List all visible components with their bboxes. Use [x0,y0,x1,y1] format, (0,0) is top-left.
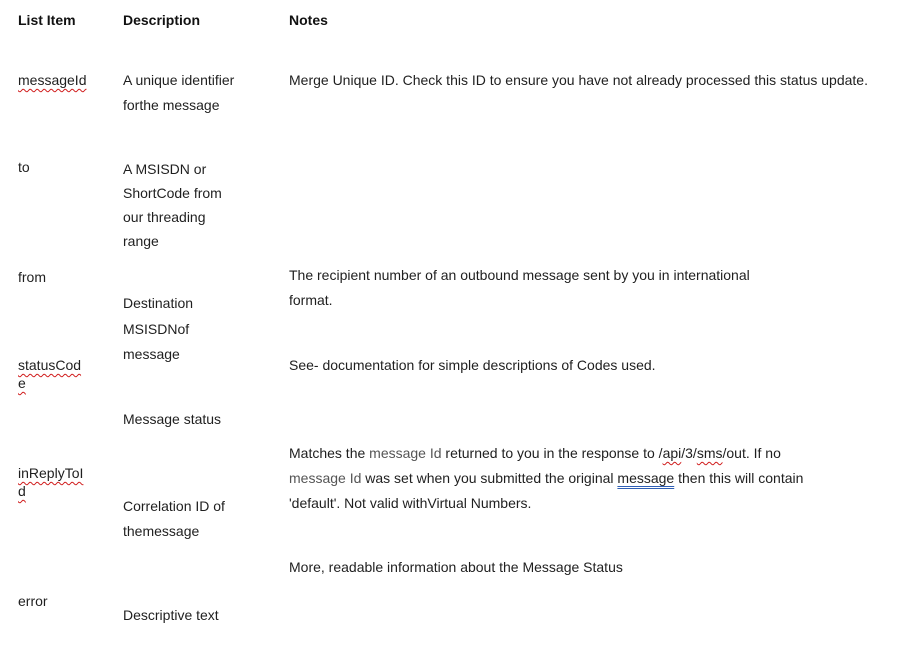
item-name-from: from [18,269,46,285]
description-to-line-3: our threading [123,209,206,225]
description-from-line-2: MSISDNof [123,321,190,337]
notes-status-info: More, readable information about the Message Status [289,559,623,575]
header-list-item: List Item [18,12,76,28]
header-description: Description [123,12,201,28]
notes-from-line-2: format. [289,292,333,308]
description-messageid-line-2: forthe message [123,97,220,113]
item-name-inreplytoid-line-2: d [18,483,26,499]
description-to-line-1: A MSISDN or [123,161,207,177]
notes-messageid: Merge Unique ID. Check this ID to ensure you have not already processed this status update. [289,72,868,88]
notes-from-line-1: The recipient number of an outbound message sent by you in international [289,267,750,283]
item-name-statuscode-line-2: e [18,375,26,391]
item-name-inreplytoid-line-1: inReplyToI [18,465,84,481]
description-from-line-3: message [123,346,180,362]
description-messageid-line-1: A unique identifier [123,72,235,88]
notes-inreplytoid-line-2: message Id was set when you submitted the original message then this will contain [289,470,804,486]
notes-inreplytoid-line-3: 'default'. Not valid withVirtual Numbers. [289,495,532,511]
description-to-line-2: ShortCode from [123,185,222,201]
description-statuscode: Message status [123,411,222,427]
description-error: Descriptive text [123,607,219,623]
description-to-line-4: range [123,233,159,249]
item-name-statuscode-line-1: statusCod [18,357,82,373]
header-notes: Notes [289,12,328,28]
description-from-line-1: Destination [123,295,194,311]
item-name-to: to [18,159,30,175]
notes-inreplytoid-line-1: Matches the message Id returned to you in the response to /api/3/sms/out. If no [289,445,781,461]
item-name-messageid: messageId [18,72,87,88]
description-inreplytoid-line-1: Correlation ID of [123,498,225,514]
notes-statuscode: See- documentation for simple descriptions of Codes used. [289,357,656,373]
item-name-error: error [18,593,48,609]
description-inreplytoid-line-2: themessage [123,523,200,539]
